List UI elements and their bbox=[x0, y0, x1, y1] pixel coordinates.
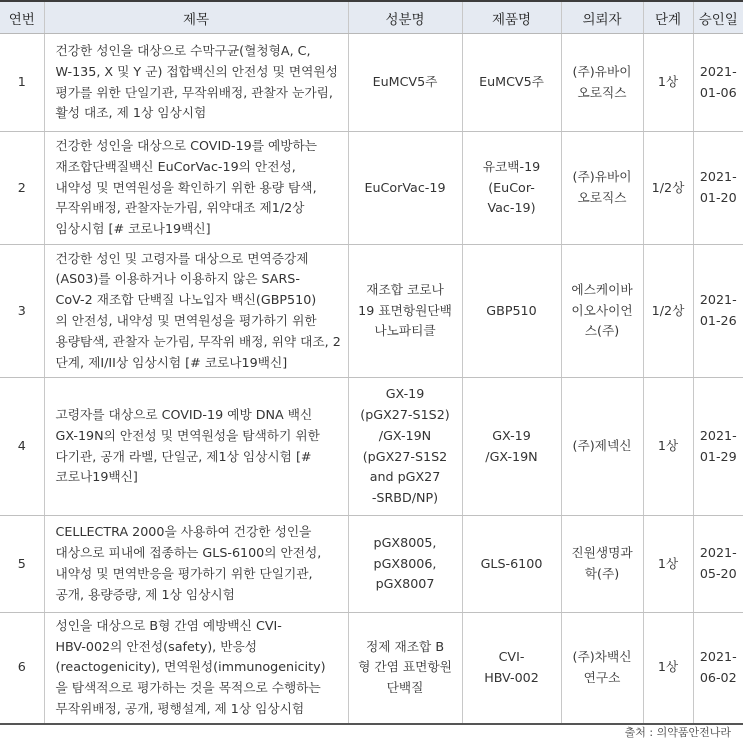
sponsor-name: (주)제넥신 bbox=[561, 378, 643, 516]
approval-date: 2021- 01-26 bbox=[693, 245, 743, 378]
header-no: 연번 bbox=[0, 1, 44, 34]
trial-phase: 1상 bbox=[643, 34, 693, 132]
ingredient-name: 정제 재조합 B 형 간염 표면항원 단백질 bbox=[348, 613, 462, 724]
product-name: 유코백-19 (EuCor- Vac-19) bbox=[462, 132, 561, 245]
trial-title: 고령자를 대상으로 COVID-19 예방 DNA 백신 GX-19N의 안전성 및 면역원성을 탐색하기 위한 다기관, 공개 라벨, 단일군, 제1상 임상시험 [# 코로나19백신] bbox=[44, 378, 348, 516]
sponsor-name: 진원생명과 학(주) bbox=[561, 516, 643, 613]
trial-title: 건강한 성인을 대상으로 수막구균(혈청형A, C, W-135, X 및 Y 군) 접합백신의 안전성 및 면역원성 평가를 위한 단일기관, 무작위배정, 관찰자 눈가림, 활성 대조, 제 1상 임상시험 bbox=[44, 34, 348, 132]
trial-phase: 1/2상 bbox=[643, 132, 693, 245]
row-number: 4 bbox=[0, 378, 44, 516]
header-row bbox=[0, 1, 743, 34]
trial-title: 건강한 성인 및 고령자를 대상으로 면역증강제 (AS03)를 이용하거나 이용하지 않은 SARS- CoV-2 재조합 단백질 나노입자 백신(GBP510) 의 안전성, 내약성 및 면역원성을 평가하기 위한 용량탐색, 관찰자 눈가림, 무작위 배정, 위약 대조, 2 단계, 제I/II상 임상시험 [# 코로나19백신] bbox=[44, 245, 348, 378]
table-row bbox=[0, 613, 743, 724]
table-row bbox=[0, 516, 743, 613]
trial-phase: 1상 bbox=[643, 378, 693, 516]
row-number: 1 bbox=[0, 34, 44, 132]
ingredient-name: EuCorVac-19 bbox=[348, 132, 462, 245]
trial-title: CELLECTRA 2000을 사용하여 건강한 성인을 대상으로 피내에 접종하는 GLS-6100의 안전성, 내약성 및 면역반응을 평가하기 위한 단일기관, 공개, 용량증량, 제 1상 임상시험 bbox=[44, 516, 348, 613]
row-number: 6 bbox=[0, 613, 44, 724]
product-name: GBP510 bbox=[462, 245, 561, 378]
ingredient-name: 재조합 코로나 19 표면항원단백 나노파티클 bbox=[348, 245, 462, 378]
product-name: GLS-6100 bbox=[462, 516, 561, 613]
table-row bbox=[0, 245, 743, 378]
table-row bbox=[0, 378, 743, 516]
header-ingredient: 성분명 bbox=[348, 1, 462, 34]
header-sponsor: 의뢰자 bbox=[561, 1, 643, 34]
header-product: 제품명 bbox=[462, 1, 561, 34]
source-note: 출처 : 의약품안전나라 bbox=[624, 726, 731, 739]
trial-phase: 1/2상 bbox=[643, 245, 693, 378]
ingredient-name: EuMCV5주 bbox=[348, 34, 462, 132]
sponsor-name: 에스케이바 이오사이언 스(주) bbox=[561, 245, 643, 378]
approval-date: 2021- 01-20 bbox=[693, 132, 743, 245]
sponsor-name: (주)유바이 오로직스 bbox=[561, 34, 643, 132]
row-number: 5 bbox=[0, 516, 44, 613]
approval-date: 2021- 05-20 bbox=[693, 516, 743, 613]
trial-title: 건강한 성인을 대상으로 COVID-19를 예방하는 재조합단백질백신 EuCorVac-19의 안전성, 내약성 및 면역원성을 확인하기 위한 용량 탐색, 무작위배정, 관찰자눈가림, 위약대조 제1/2상 임상시험 [# 코로나19백신] bbox=[44, 132, 348, 245]
approval-date: 2021- 06-02 bbox=[693, 613, 743, 724]
trial-phase: 1상 bbox=[643, 516, 693, 613]
sponsor-name: (주)유바이 오로직스 bbox=[561, 132, 643, 245]
header-date: 승인일 bbox=[693, 1, 743, 34]
approval-date: 2021- 01-06 bbox=[693, 34, 743, 132]
table-row bbox=[0, 132, 743, 245]
ingredient-name: pGX8005, pGX8006, pGX8007 bbox=[348, 516, 462, 613]
sponsor-name: (주)차백신 연구소 bbox=[561, 613, 643, 724]
table-row bbox=[0, 34, 743, 132]
approval-date: 2021- 01-29 bbox=[693, 378, 743, 516]
trial-phase: 1상 bbox=[643, 613, 693, 724]
ingredient-name: GX-19 (pGX27-S1S2) /GX-19N (pGX27-S1S2 and pGX27 -SRBD/NP) bbox=[348, 378, 462, 516]
trial-title: 성인을 대상으로 B형 간염 예방백신 CVI- HBV-002의 안전성(safety), 반응성 (reactogenicity), 면역원성(immunogenicity) 을 탐색적으로 평가하는 것을 목적으로 수행하는 무작위배정, 공개, 평행설계, 제 1상 임상시험 bbox=[44, 613, 348, 724]
row-number: 3 bbox=[0, 245, 44, 378]
product-name: GX-19 /GX-19N bbox=[462, 378, 561, 516]
header-phase: 단계 bbox=[643, 1, 693, 34]
product-name: EuMCV5주 bbox=[462, 34, 561, 132]
row-number: 2 bbox=[0, 132, 44, 245]
product-name: CVI- HBV-002 bbox=[462, 613, 561, 724]
header-title: 제목 bbox=[44, 1, 348, 34]
